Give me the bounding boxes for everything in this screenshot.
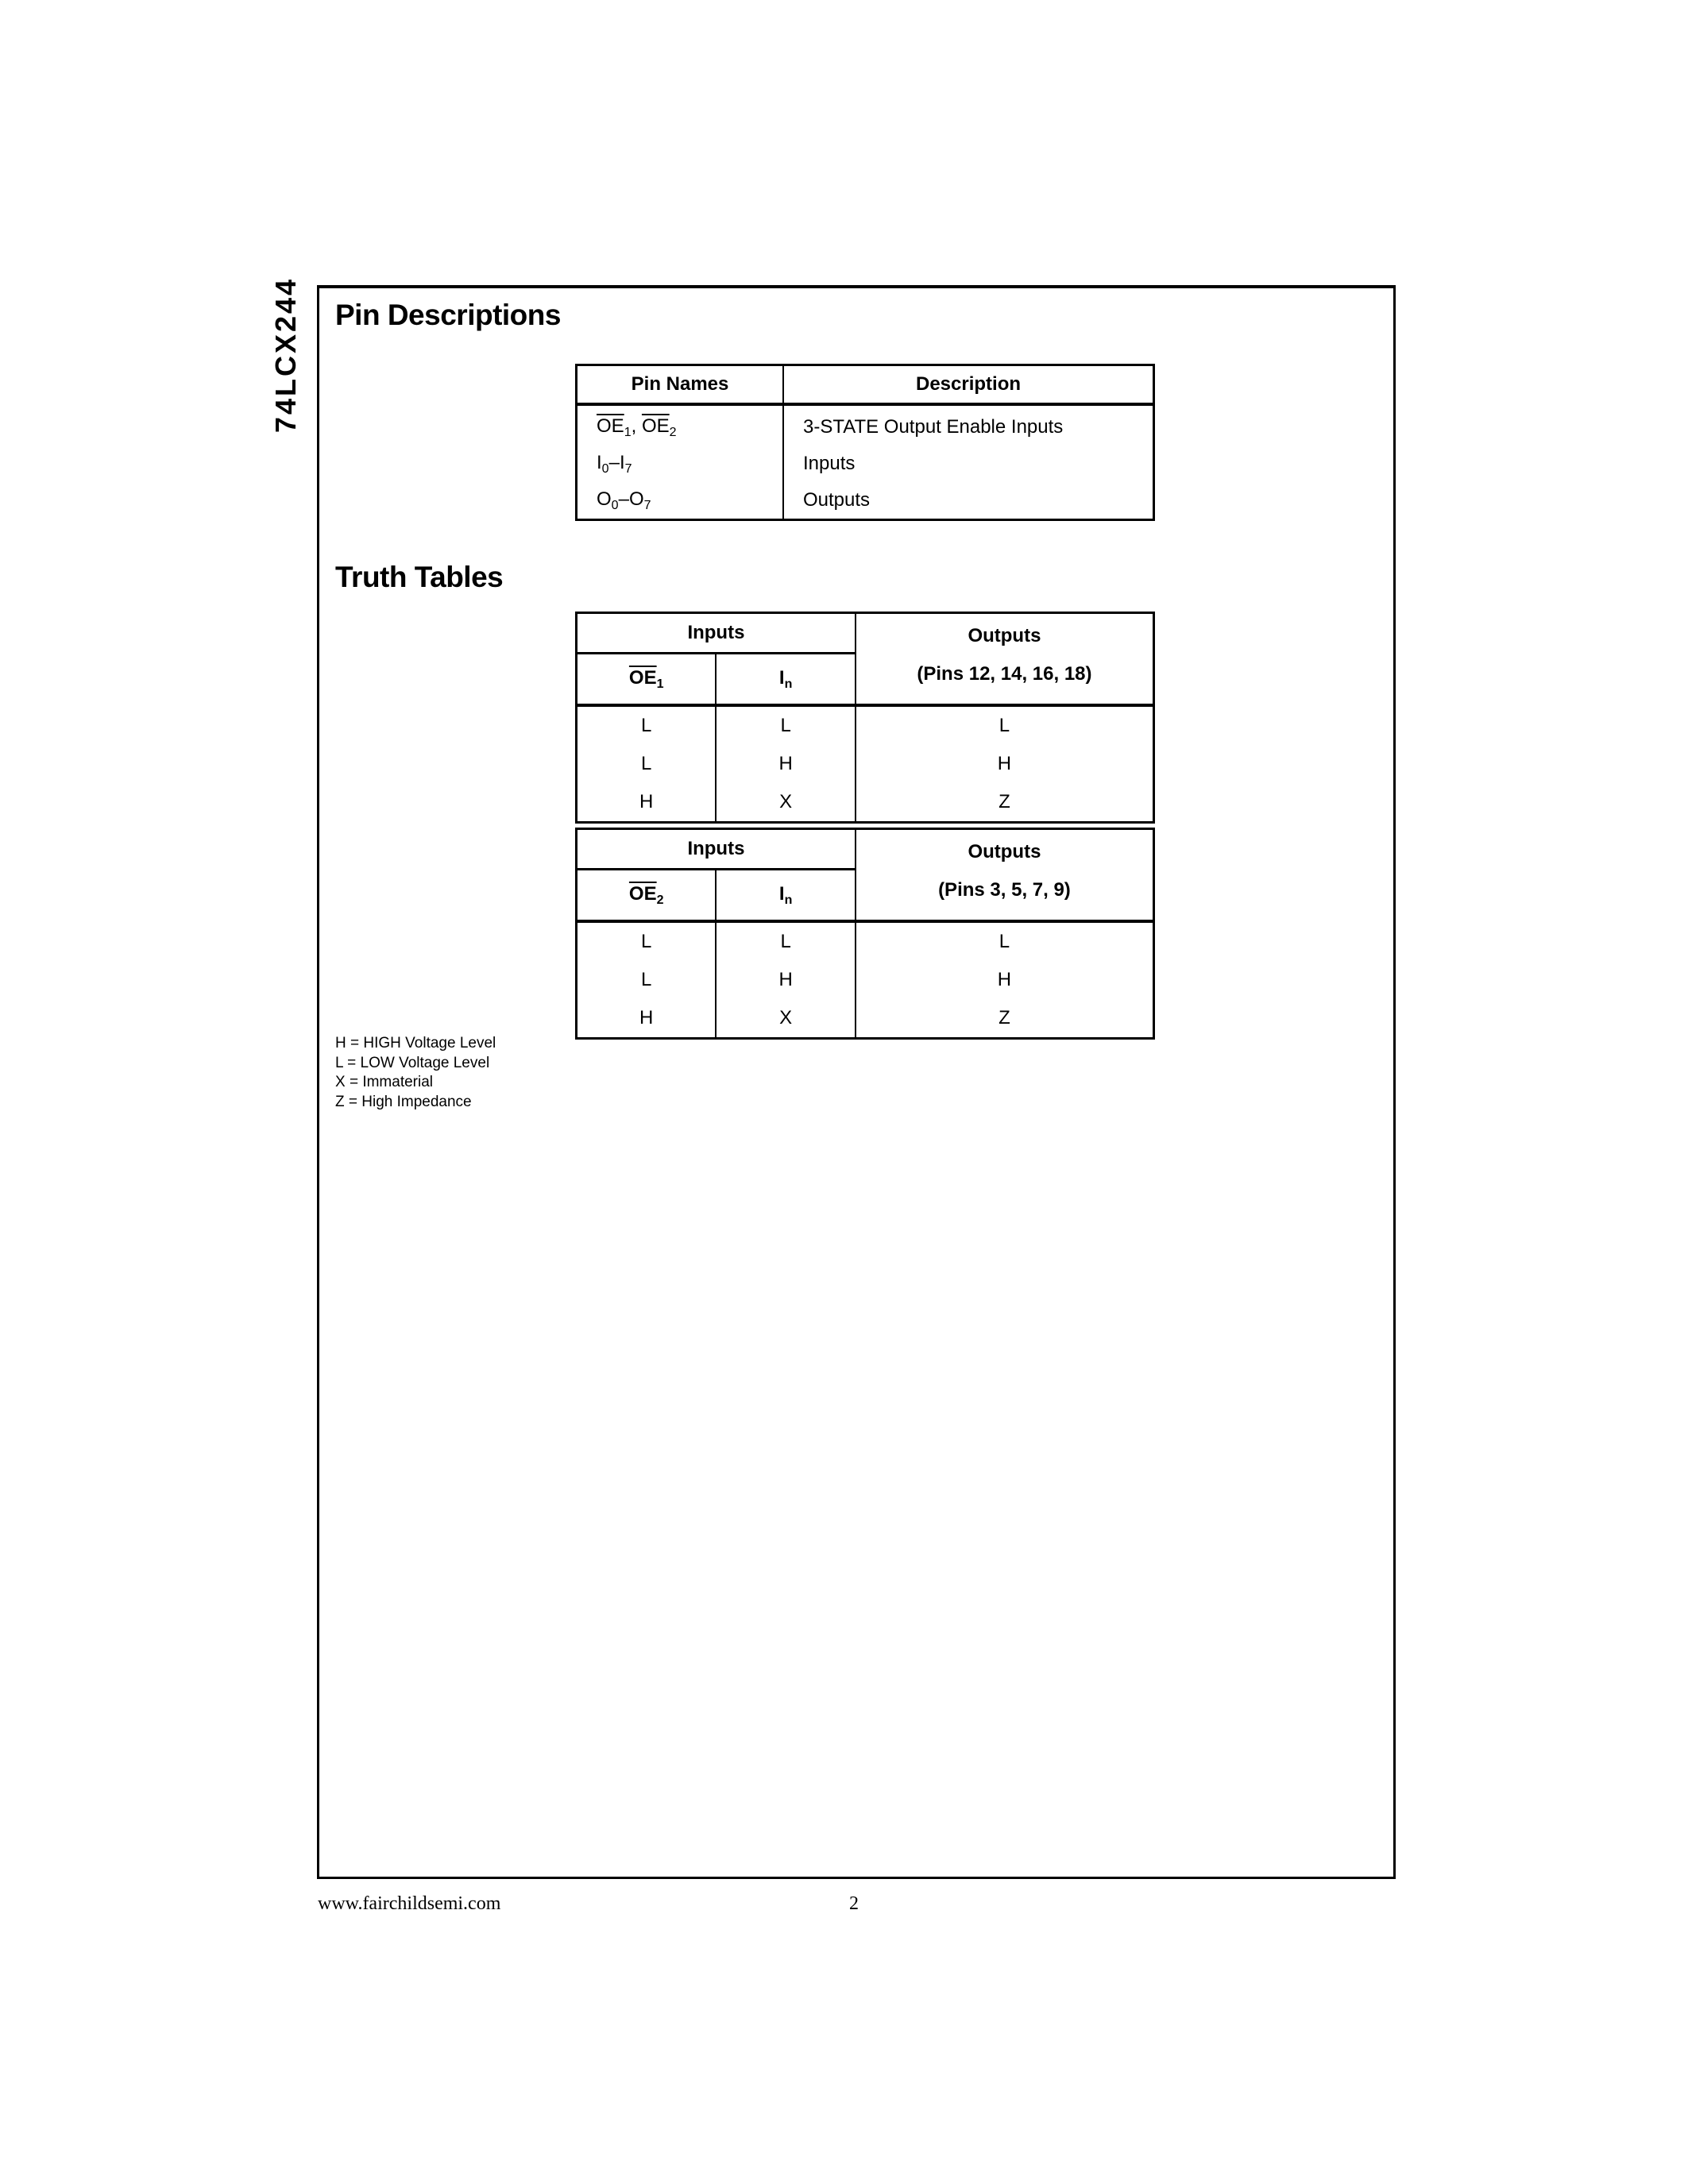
table-row	[577, 745, 1154, 783]
part-number-text: 74LCX244	[269, 276, 302, 434]
subscript: 2	[656, 893, 664, 907]
pin-name-cell	[577, 404, 784, 446]
table-row	[577, 482, 1154, 520]
cell: X	[716, 783, 855, 823]
pin-name: $\overline{OE}$	[641, 415, 670, 437]
cell: H	[856, 745, 1154, 783]
pin-descriptions-table	[575, 364, 1155, 521]
description-cell: 3-STATE Output Enable Inputs	[783, 404, 1154, 446]
subscript: n	[784, 893, 793, 907]
cell: L	[577, 705, 717, 745]
cell: H	[577, 999, 717, 1039]
pin-name: I	[619, 451, 625, 473]
subscript: 7	[624, 461, 632, 476]
table-row	[577, 921, 1154, 961]
subscript: 7	[643, 498, 651, 512]
cell: L	[577, 961, 717, 999]
pin-name: $\overline{OE}$	[597, 415, 624, 437]
table-row	[577, 783, 1154, 823]
cell: L	[716, 921, 855, 961]
column-label: $\overline{OE}$	[628, 882, 657, 905]
truth-table-oe2	[575, 828, 1155, 1040]
table-header-row	[577, 829, 1154, 870]
table-header-row	[577, 613, 1154, 654]
table-row	[577, 446, 1154, 482]
column-header: Pin Names	[577, 365, 784, 405]
footer-url[interactable]: www.fairchildsemi.com	[318, 1893, 501, 1914]
inputs-header: Inputs	[577, 829, 856, 870]
subscript: 0	[601, 461, 609, 476]
cell: H	[577, 783, 717, 823]
truth-table-legend	[335, 1034, 496, 1112]
pin-descriptions-heading: Pin Descriptions	[335, 299, 561, 331]
truth-tables-heading: Truth Tables	[335, 561, 504, 593]
column-label: $\overline{OE}$	[628, 666, 657, 689]
description-cell: Inputs	[783, 446, 1154, 482]
separator: –	[608, 451, 620, 473]
cell: H	[856, 961, 1154, 999]
table-row	[577, 999, 1154, 1039]
legend-item: H = HIGH Voltage Level	[335, 1035, 496, 1051]
subscript: 2	[669, 425, 677, 439]
cell: L	[716, 705, 855, 745]
oe2-column-header	[577, 870, 717, 922]
legend-item: Z = High Impedance	[335, 1093, 472, 1110]
subscript: n	[784, 677, 793, 691]
outputs-label: Outputs	[968, 840, 1041, 862]
outputs-label: Outputs	[968, 624, 1041, 646]
cell: Z	[856, 783, 1154, 823]
outputs-pins: (Pins 3, 5, 7, 9)	[938, 878, 1071, 901]
pin-name: O	[628, 488, 644, 510]
subscript: 1	[624, 425, 632, 439]
separator: –	[618, 488, 629, 510]
pin-name-cell	[577, 482, 784, 520]
pin-name: O	[597, 488, 612, 510]
oe1-column-header	[577, 654, 717, 706]
in-column-header	[716, 870, 855, 922]
outputs-pins: (Pins 12, 14, 16, 18)	[917, 662, 1092, 685]
description-cell: Outputs	[783, 482, 1154, 520]
outputs-header	[856, 613, 1154, 706]
pin-name: I	[597, 451, 602, 473]
part-number-side-label	[262, 276, 310, 434]
table-row	[577, 961, 1154, 999]
table-row	[577, 404, 1154, 446]
outputs-header	[856, 829, 1154, 922]
cell: L	[856, 921, 1154, 961]
pin-name-cell	[577, 446, 784, 482]
separator: ,	[631, 415, 642, 437]
truth-table-oe1	[575, 612, 1155, 824]
cell: L	[577, 921, 717, 961]
subscript: 0	[611, 498, 619, 512]
subscript: 1	[656, 677, 664, 691]
table-header-row	[577, 365, 1154, 405]
cell: L	[577, 745, 717, 783]
cell: H	[716, 745, 855, 783]
cell: Z	[856, 999, 1154, 1039]
legend-item: X = Immaterial	[335, 1074, 434, 1090]
inputs-header: Inputs	[577, 613, 856, 654]
in-column-header	[716, 654, 855, 706]
cell: L	[856, 705, 1154, 745]
legend-item: L = LOW Voltage Level	[335, 1054, 490, 1071]
table-row	[577, 705, 1154, 745]
column-label: I	[778, 882, 785, 905]
cell: X	[716, 999, 855, 1039]
cell: H	[716, 961, 855, 999]
column-header: Description	[783, 365, 1154, 405]
column-label: I	[778, 666, 785, 689]
page-number: 2	[849, 1893, 859, 1914]
